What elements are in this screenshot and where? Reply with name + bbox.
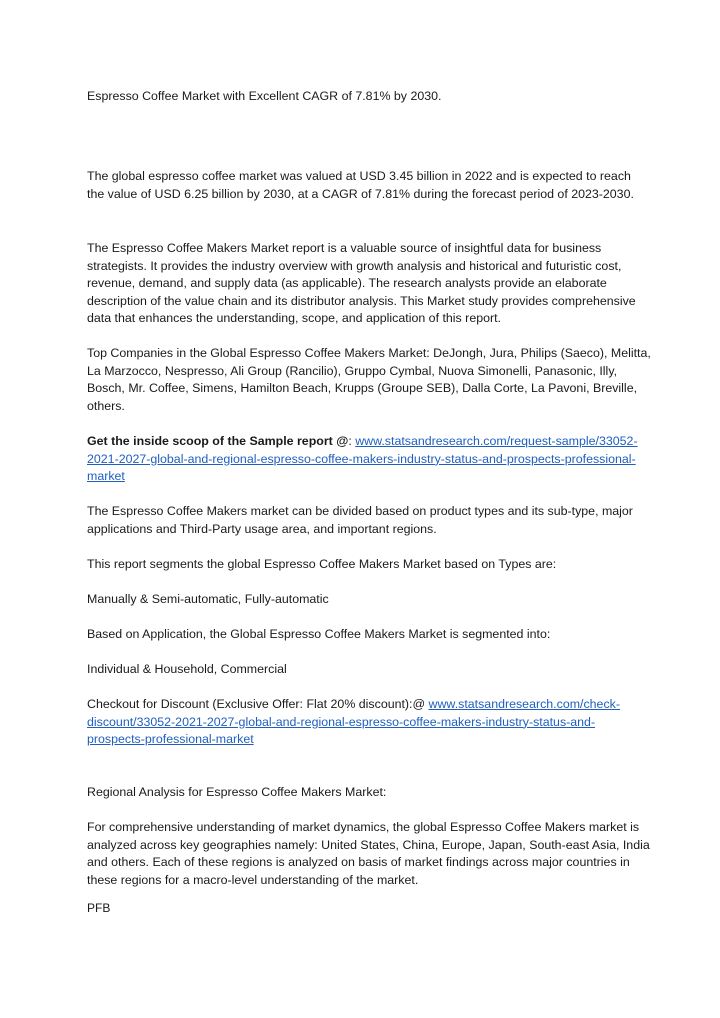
divided-paragraph: The Espresso Coffee Makers market can be divided based on product types and its sub-type, major applications and Third-Party usage area, and important regions.: [87, 504, 633, 536]
application-list: Individual & Household, Commercial: [87, 662, 287, 676]
discount-section: [87, 696, 647, 749]
application-intro: Based on Application, the Global Espresso Coffee Makers Market is segmented into:: [87, 627, 551, 641]
regional-heading: Regional Analysis for Espresso Coffee Makers Market:: [87, 785, 387, 799]
sample-report-label: Get the inside scoop of the Sample report @: [87, 434, 349, 448]
sample-report-link-end[interactable]: market: [87, 469, 125, 484]
intro-paragraph: The global espresso coffee market was valued at USD 3.45 billion in 2022 and is expected to reach the value of USD 6.25 billion by 2030, at a CAGR of 7.81% during the forecast period of 2023-2030.: [87, 169, 634, 201]
types-list: Manually & Semi-automatic, Fully-automatic: [87, 592, 329, 606]
discount-link-end[interactable]: prospects-professional-market: [87, 732, 254, 747]
sample-report-link-cont[interactable]: 2021-2027-global-and-regional-espresso-coffee-makers-industry-status-and-prospects-professional-: [87, 451, 636, 466]
types-intro: This report segments the global Espresso Coffee Makers Market based on Types are:: [87, 557, 557, 571]
footer-text: PFB: [87, 901, 111, 915]
regional-paragraph: For comprehensive understanding of market dynamics, the global Espresso Coffee Makers market is analyzed across key geographies namely: United States, China, Europe, Japan, South-east Asia, India and others. Each of these regions is analyzed on basis of market findings across major countries in these regions for a macro-level understanding of the market.: [87, 820, 650, 887]
report-paragraph: The Espresso Coffee Makers Market report is a valuable source of insightful data for business strategists. It provides the industry overview with growth analysis and historical and futuristic cost, revenue, demand, and supply data (as applicable). The research analysts provide an elaborate description of the value chain and its distributor analysis. This Market study provides comprehensive data that enhances the understanding, scope, and application of this report.: [87, 241, 636, 326]
document-title: Espresso Coffee Market with Excellent CAGR of 7.81% by 2030.: [87, 89, 442, 103]
discount-link[interactable]: www.statsandresearch.com/check-: [428, 697, 620, 711]
sample-report-link[interactable]: www.statsandresearch.com/request-sample/33052-: [355, 434, 638, 448]
companies-paragraph: Top Companies in the Global Espresso Coffee Makers Market: DeJongh, Jura, Philips (Saeco), Melitta, La Marzocco, Nespresso, Ali Group (Rancilio), Gruppo Cymbal, Nuova Simonelli, Panasonic, Illy, Bosch, Mr. Coffee, Simens, Hamilton Beach, Krupps (Groupe SEB), Dalla Corte, La Pavoni, Breville, others.: [87, 346, 651, 413]
discount-label: Checkout for Discount (Exclusive Offer: Flat 20% discount):@: [87, 697, 429, 711]
sample-report-section: [87, 433, 647, 486]
sample-separator: :: [348, 434, 356, 448]
discount-link-cont[interactable]: discount/33052-2021-2027-global-and-regional-espresso-coffee-makers-industry-status-and-: [87, 714, 596, 729]
